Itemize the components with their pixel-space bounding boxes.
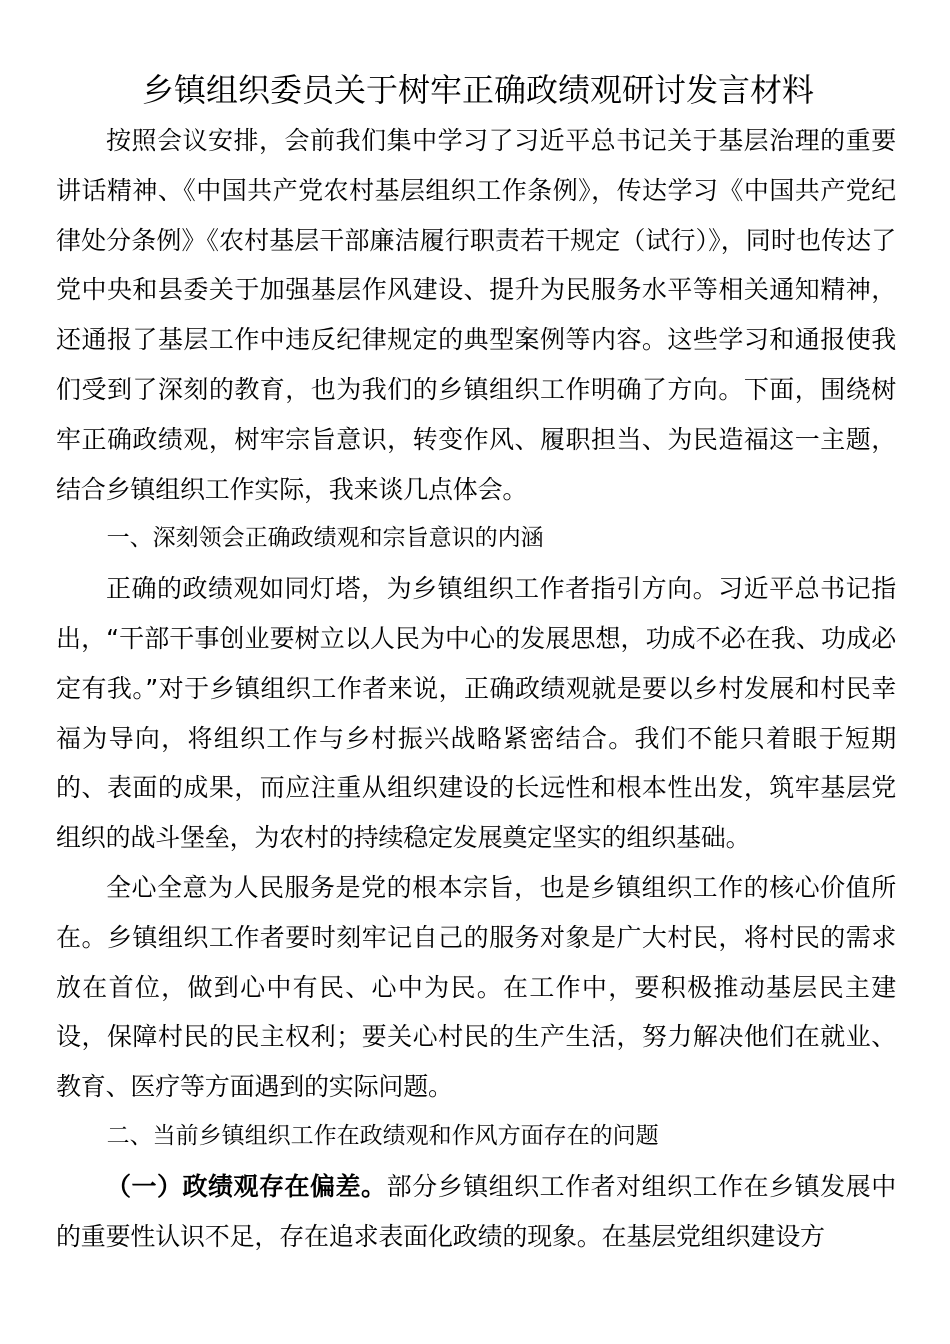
document-title: 乡镇组织委员关于树牢正确政绩观研讨发言材料: [141, 71, 814, 109]
document-page: [56, 64, 896, 1261]
section-1-paragraph-2: 全心全意为人民服务是党的根本宗旨，也是乡镇组织工作的核心价值所在。乡镇组织工作者要时刻牢记自己的服务对象是广大村民，将村民的需求放在首位，做到心中有民、心中为民。在工作中，要积极推动基层民主建设，保障村民的民主权利；要关心村民的生产生活，努力解决他们在就业、教育、医疗等方面遇到的实际问题。: [56, 872, 896, 1102]
item-1-text: 部分乡镇组织工作者对组织工作在乡镇发展中的重要性认识不足，存在追求表面化政绩的现象。在基层党组织建设方: [56, 1171, 896, 1251]
intro-paragraph: 按照会议安排，会前我们集中学习了习近平总书记关于基层治理的重要讲话精神、《中国共产党农村基层组织工作条例》，传达学习《中国共产党纪律处分条例》《农村基层干部廉洁履行职责若干规定（试行）》，同时也传达了党中央和县委关于加强基层作风建设、提升为民服务水平等相关通知精神，还通报了基层工作中违反纪律规定的典型案例等内容。这些学习和通报使我们受到了深刻的教育，也为我们的乡镇组织工作明确了方向。下面，围绕树牢正确政绩观，树牢宗旨意识，转变作风、履职担当、为民造福这一主题，结合乡镇组织工作实际，我来谈几点体会。: [56, 126, 896, 504]
section-1-paragraph-1: 正确的政绩观如同灯塔，为乡镇组织工作者指引方向。习近平总书记指出，“干部干事创业要树立以人民为中心的发展思想，功成不必在我、功成必定有我。”对于乡镇组织工作者来说，正确政绩观就是要以乡村发展和村民幸福为导向，将组织工作与乡村振兴战略紧密结合。我们不能只着眼于短期的、表面的成果，而应注重从组织建设的长远性和根本性出发，筑牢基层党组织的战斗堡垒，为农村的持续稳定发展奠定坚实的组织基础。: [56, 574, 896, 853]
section-1-heading: 一、深刻领会正确政绩观和宗旨意识的内涵: [106, 525, 544, 552]
item-1-lead: （一）政绩观存在偏差。: [106, 1171, 387, 1201]
section-2-heading: 二、当前乡镇组织工作在政绩观和作风方面存在的问题: [106, 1122, 659, 1149]
section-2-item-1: [56, 1162, 896, 1262]
